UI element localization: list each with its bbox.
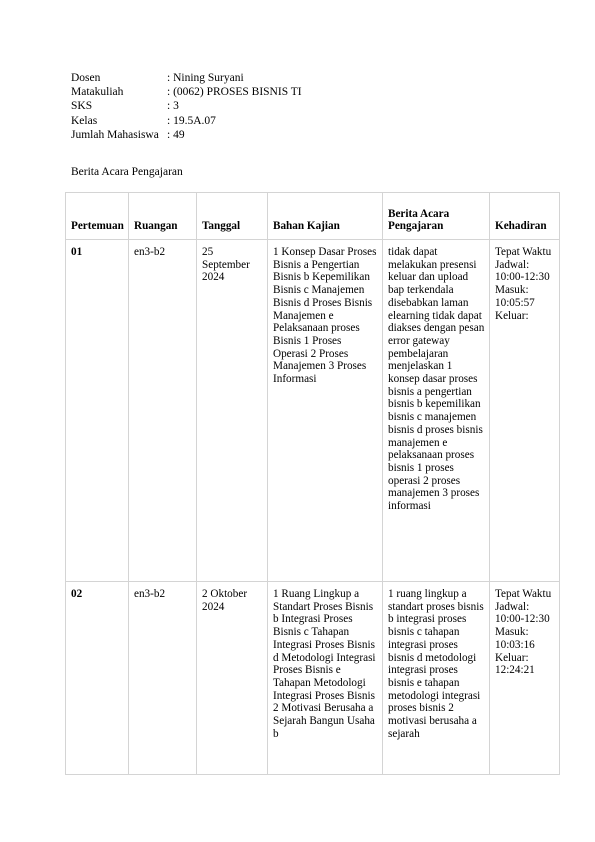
cell-ruangan: en3-b2 (129, 582, 197, 775)
info-row-kelas (71, 114, 302, 128)
header-ruangan: Ruangan (129, 193, 197, 240)
cell-berita-acara: 1 ruang lingkup a standart proses bisnis b integrasi proses bisnis c tahapan integrasi proses bisnis d metodologi integrasi proses bisnis e tahapan metodologi integrasi proses bisnis 2 motivasi berusaha a sejarah (383, 582, 490, 775)
cell-tanggal: 2 Oktober 2024 (197, 582, 268, 775)
course-info (71, 71, 302, 142)
header-kehadiran: Kehadiran (490, 193, 560, 240)
header-berita-acara: Berita Acara Pengajaran (383, 193, 490, 240)
header-bahan-kajian: Bahan Kajian (268, 193, 383, 240)
table-header-row (66, 193, 560, 240)
header-tanggal: Tanggal (197, 193, 268, 240)
cell-berita-acara: tidak dapat melakukan presensi keluar dan upload bap terkendala disebabkan laman elearning tidak dapat diakses dengan pesan error gateway pembelajaran menjelaskan 1 konsep dasar proses bisnis a pengertian bisnis b kepemilikan bisnis c manajemen bisnis d proses bisnis manajemen e pelaksanaan proses bisnis 1 proses operasi 2 proses manajemen 3 proses informasi (383, 240, 490, 582)
section-title: Berita Acara Pengajaran (71, 166, 183, 178)
info-label: SKS (71, 100, 93, 113)
info-row-sks (71, 99, 302, 113)
info-row-jumlah-mahasiswa (71, 128, 302, 142)
cell-tanggal: 25 September 2024 (197, 240, 268, 582)
info-label: Jumlah Mahasiswa (71, 128, 159, 141)
header-pertemuan: Pertemuan (66, 193, 129, 240)
info-label: Kelas (71, 114, 98, 127)
cell-bahan-kajian: 1 Konsep Dasar Proses Bisnis a Pengertian Bisnis b Kepemilikan Bisnis c Manajemen Bisnis d Proses Bisnis Manajemen e Pelaksanaan proses Bisnis 1 Proses Operasi 2 Proses Manajemen 3 Proses Informasi (268, 240, 383, 582)
info-label: Dosen (71, 72, 101, 84)
cell-pertemuan: 02 (66, 582, 129, 775)
cell-pertemuan: 01 (66, 240, 129, 582)
info-value: : (0062) PROSES BISNIS TI (167, 86, 302, 99)
info-value: : Nining Suryani (167, 72, 244, 84)
cell-kehadiran: Tepat Waktu Jadwal: 10:00-12:30 Masuk: 10:03:16 Keluar: 12:24:21 (490, 582, 560, 775)
table-row (66, 240, 560, 582)
info-value: : 19.5A.07 (167, 114, 216, 127)
info-row-dosen (71, 71, 302, 85)
info-row-matakuliah (71, 85, 302, 99)
cell-kehadiran: Tepat Waktu Jadwal: 10:00-12:30 Masuk: 10:05:57 Keluar: (490, 240, 560, 582)
cell-ruangan: en3-b2 (129, 240, 197, 582)
teaching-report-table (65, 192, 560, 775)
table-row (66, 582, 560, 775)
cell-bahan-kajian: 1 Ruang Lingkup a Standart Proses Bisnis b Integrasi Proses Bisnis c Tahapan Integrasi Proses Bisnis d Metodologi Integrasi Proses Bisnis e Tahapan Metodologi Integrasi Proses Bisnis 2 Motivasi Berusaha a Sejarah Bangun Usaha b (268, 582, 383, 775)
info-label: Matakuliah (71, 86, 124, 99)
info-value: : 49 (167, 128, 185, 141)
info-value: : 3 (167, 100, 179, 113)
